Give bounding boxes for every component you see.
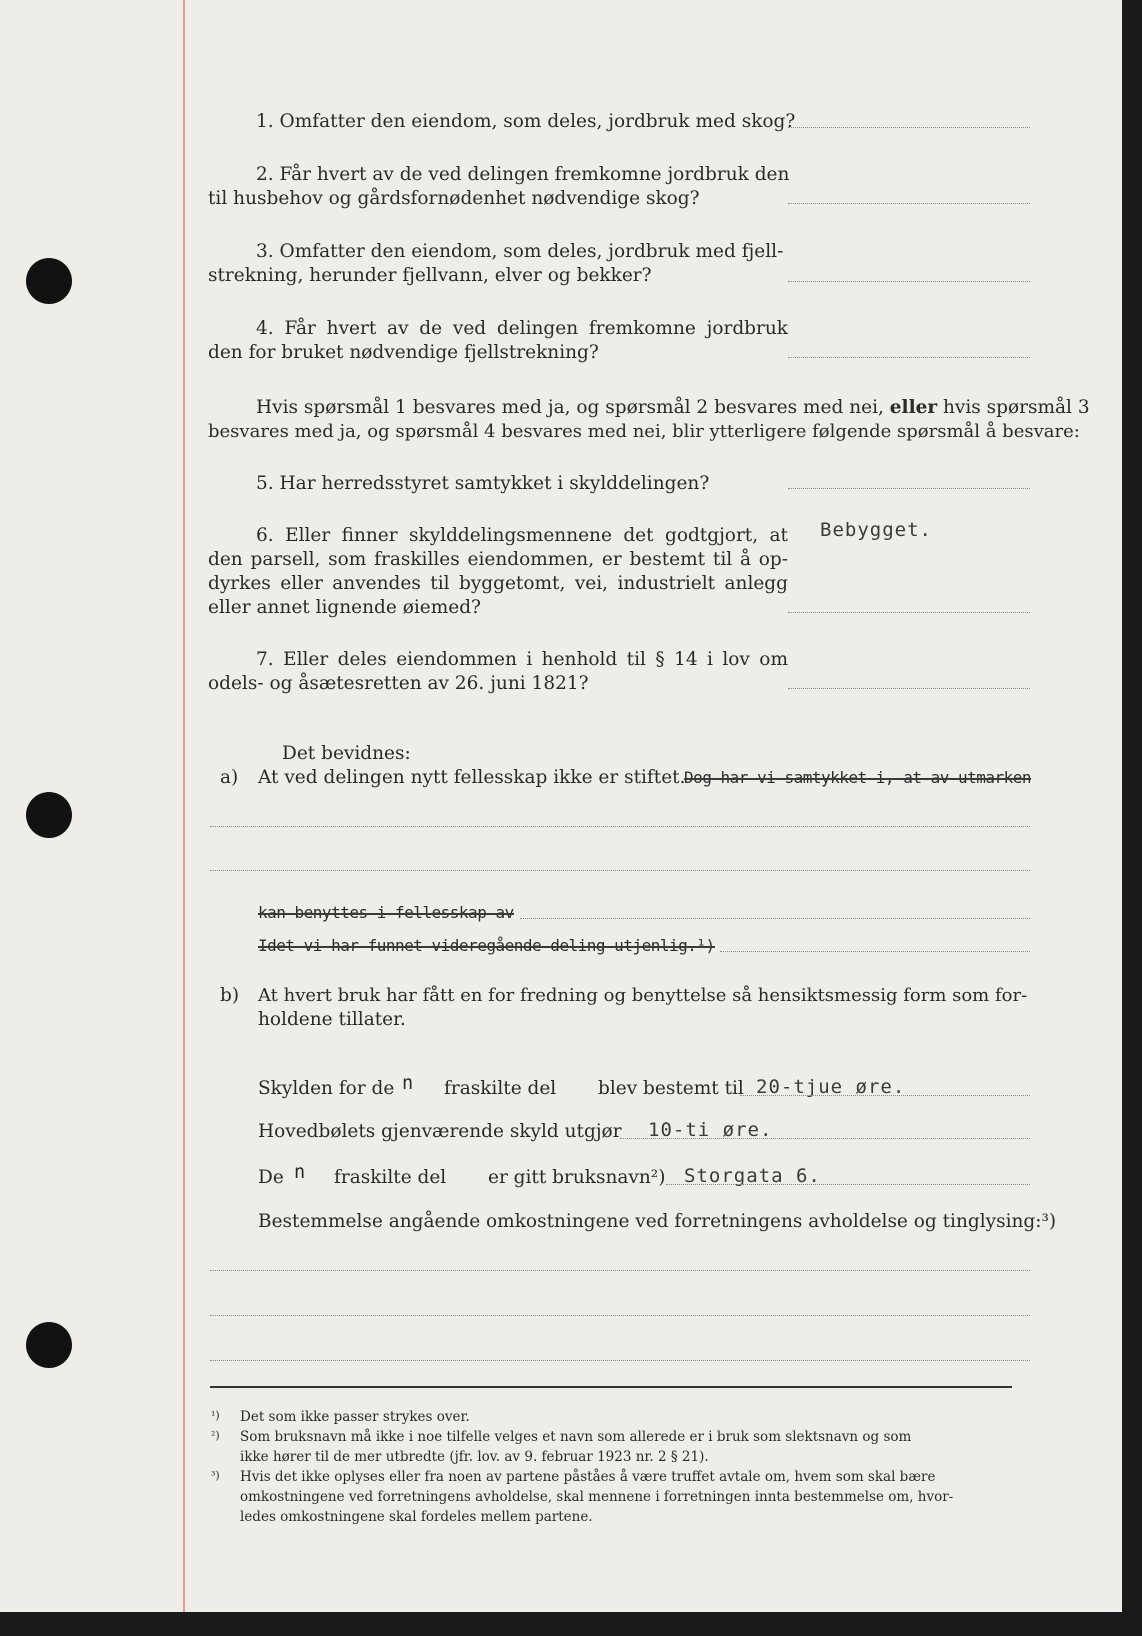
- question-7-number: 7.: [256, 649, 274, 670]
- blank-line-a2: [210, 870, 1030, 871]
- skyld-line-1: [740, 1095, 1030, 1096]
- skyld-n-1: n: [402, 1073, 414, 1094]
- footnote-2-line1: Som bruksnavn må ikke i noe tilfelle velges et navn som allerede er i bruk som slektsnavn og som: [240, 1429, 912, 1445]
- question-2-line2: til husbehov og gårdsfornødenhet nødvendige skog?: [208, 188, 700, 209]
- blank-line-a3: [520, 918, 1030, 919]
- question-2-text-1: Får hvert av de ved delingen fremkomne jordbruk den: [279, 164, 790, 185]
- question-1: [256, 110, 795, 134]
- conditional-line1: [256, 396, 1090, 420]
- footnote-2-line2: ikke hører til de mer utbredte (jfr. lov. av 9. februar 1923 nr. 2 § 21).: [240, 1449, 709, 1465]
- skyld-line-3: [666, 1184, 1030, 1185]
- punch-hole-bottom: [26, 1322, 72, 1368]
- answer-line-7: [788, 688, 1030, 689]
- certify-b-label: b): [220, 985, 240, 1006]
- answer-line-5: [788, 488, 1030, 489]
- question-4-number: 4.: [256, 318, 274, 339]
- skyld-value-1: 20-tjue øre.: [756, 1076, 906, 1098]
- skyld-value-3: Storgata 6.: [684, 1165, 821, 1187]
- question-6-number: 6.: [256, 525, 274, 546]
- certify-b-line1: At hvert bruk har fått en for fredning og benyttelse så hensiktsmessig form som for-: [258, 985, 1028, 1006]
- question-3-line1: [256, 240, 783, 264]
- answer-line-2: [788, 203, 1030, 204]
- struck-text-2: kan benyttes i fellesskap av: [258, 903, 514, 922]
- skyld-label-1b: fraskilte del: [444, 1078, 557, 1099]
- skyld-label-1c: blev bestemt til: [598, 1078, 744, 1099]
- skyld-label-3: De: [258, 1167, 284, 1188]
- footnote-3-line1: Hvis det ikke oplyses eller fra noen av partene påståes å være truffet avtale om, hvem som skal bære: [240, 1469, 936, 1485]
- cost-line-2: [210, 1315, 1030, 1316]
- question-4-text-1: Får hvert av de ved delingen fremkomne jordbruk: [284, 318, 788, 339]
- question-5-number: 5.: [256, 473, 274, 494]
- footnote-2-mark: ²): [211, 1429, 220, 1442]
- answer-line-6: [788, 612, 1030, 613]
- question-5-text: Har herredsstyret samtykket i skylddelingen?: [279, 473, 710, 494]
- margin-line: [183, 0, 185, 1612]
- skyld-label-3b: fraskilte del: [334, 1167, 447, 1188]
- question-7-text-1: Eller deles eiendommen i henhold til § 14 i lov om: [283, 649, 788, 670]
- question-1-text: Omfatter den eiendom, som deles, jordbruk med skog?: [279, 111, 796, 132]
- skyld-label-1: Skylden for de: [258, 1078, 395, 1099]
- skyld-label-3c: er gitt bruksnavn²): [488, 1167, 666, 1188]
- certify-b-line2: holdene tillater.: [258, 1009, 406, 1030]
- struck-text-1: Dog har vi samtykket i, at av utmarken: [684, 768, 1032, 787]
- question-6-line4: eller annet lignende øiemed?: [208, 597, 481, 618]
- skyld-label-4: Bestemmelse angående omkostningene ved forretningens avholdelse og tinglysing:³): [258, 1211, 1057, 1232]
- question-6-line2: den parsell, som fraskilles eiendommen, er bestemt til å op-: [208, 549, 788, 570]
- punch-hole-top: [26, 258, 72, 304]
- question-6-line1: [256, 524, 788, 548]
- conditional-bold: eller: [889, 397, 938, 418]
- punch-hole-middle: [26, 792, 72, 838]
- cost-line-3: [210, 1360, 1030, 1361]
- skyld-value-2: 10-ti øre.: [648, 1119, 773, 1141]
- answer-line-4: [788, 357, 1030, 358]
- question-1-number: 1.: [256, 111, 274, 132]
- skyld-n-3: n: [294, 1162, 306, 1183]
- question-3-number: 3.: [256, 241, 274, 262]
- question-4-line1: [256, 317, 788, 341]
- footnote-separator: [210, 1386, 1012, 1388]
- answer-line-3: [788, 281, 1030, 282]
- question-4-line2: den for bruket nødvendige fjellstrekning?: [208, 342, 599, 363]
- answer-line-1: [788, 127, 1030, 128]
- question-2-line1: [256, 163, 789, 187]
- blank-line-a1: [210, 826, 1030, 827]
- certify-a-label: a): [220, 767, 239, 788]
- certify-heading: Det bevidnes:: [282, 743, 411, 764]
- footnote-1-mark: ¹): [211, 1409, 220, 1422]
- conditional-text-a: Hvis spørsmål 1 besvares med ja, og spørsmål 2 besvares med nei,: [256, 397, 884, 418]
- footnote-3-line2: omkostningene ved forretningens avholdelse, skal mennene i forretningen innta bestemmelse om, hvor-: [240, 1489, 954, 1505]
- question-5: [256, 472, 709, 496]
- footnote-1-line1: Det som ikke passer strykes over.: [240, 1409, 470, 1425]
- skyld-line-2: [620, 1138, 1030, 1139]
- question-7-line2: odels- og åsætesretten av 26. juni 1821?: [208, 673, 589, 694]
- certify-a-text: At ved delingen nytt fellesskap ikke er stiftet.: [258, 767, 686, 788]
- footnote-3-mark: ³): [211, 1469, 220, 1482]
- question-3-text-1: Omfatter den eiendom, som deles, jordbruk med fjell-: [279, 241, 784, 262]
- cost-line-1: [210, 1270, 1030, 1271]
- question-2-number: 2.: [256, 164, 274, 185]
- conditional-line2: besvares med ja, og spørsmål 4 besvares med nei, blir ytterligere følgende spørsmål å besvare:: [208, 421, 1080, 442]
- question-6-line3: dyrkes eller anvendes til byggetomt, vei, industrielt anlegg: [208, 573, 788, 594]
- blank-line-a4: [720, 951, 1030, 952]
- skyld-label-2: Hovedbølets gjenværende skyld utgjør: [258, 1121, 622, 1142]
- question-6-text-1: Eller finner skylddelingsmennene det godtgjort, at: [285, 525, 788, 546]
- question-7-line1: [256, 648, 788, 672]
- question-6-answer: Bebygget.: [820, 519, 932, 541]
- struck-text-3: Idet vi har funnet videregående deling utjenlig.¹): [258, 936, 715, 955]
- conditional-text-b: hvis spørsmål 3: [943, 397, 1090, 418]
- question-3-line2: strekning, herunder fjellvann, elver og bekker?: [208, 265, 652, 286]
- footnote-3-line3: ledes omkostningene skal fordeles mellem partene.: [240, 1509, 593, 1525]
